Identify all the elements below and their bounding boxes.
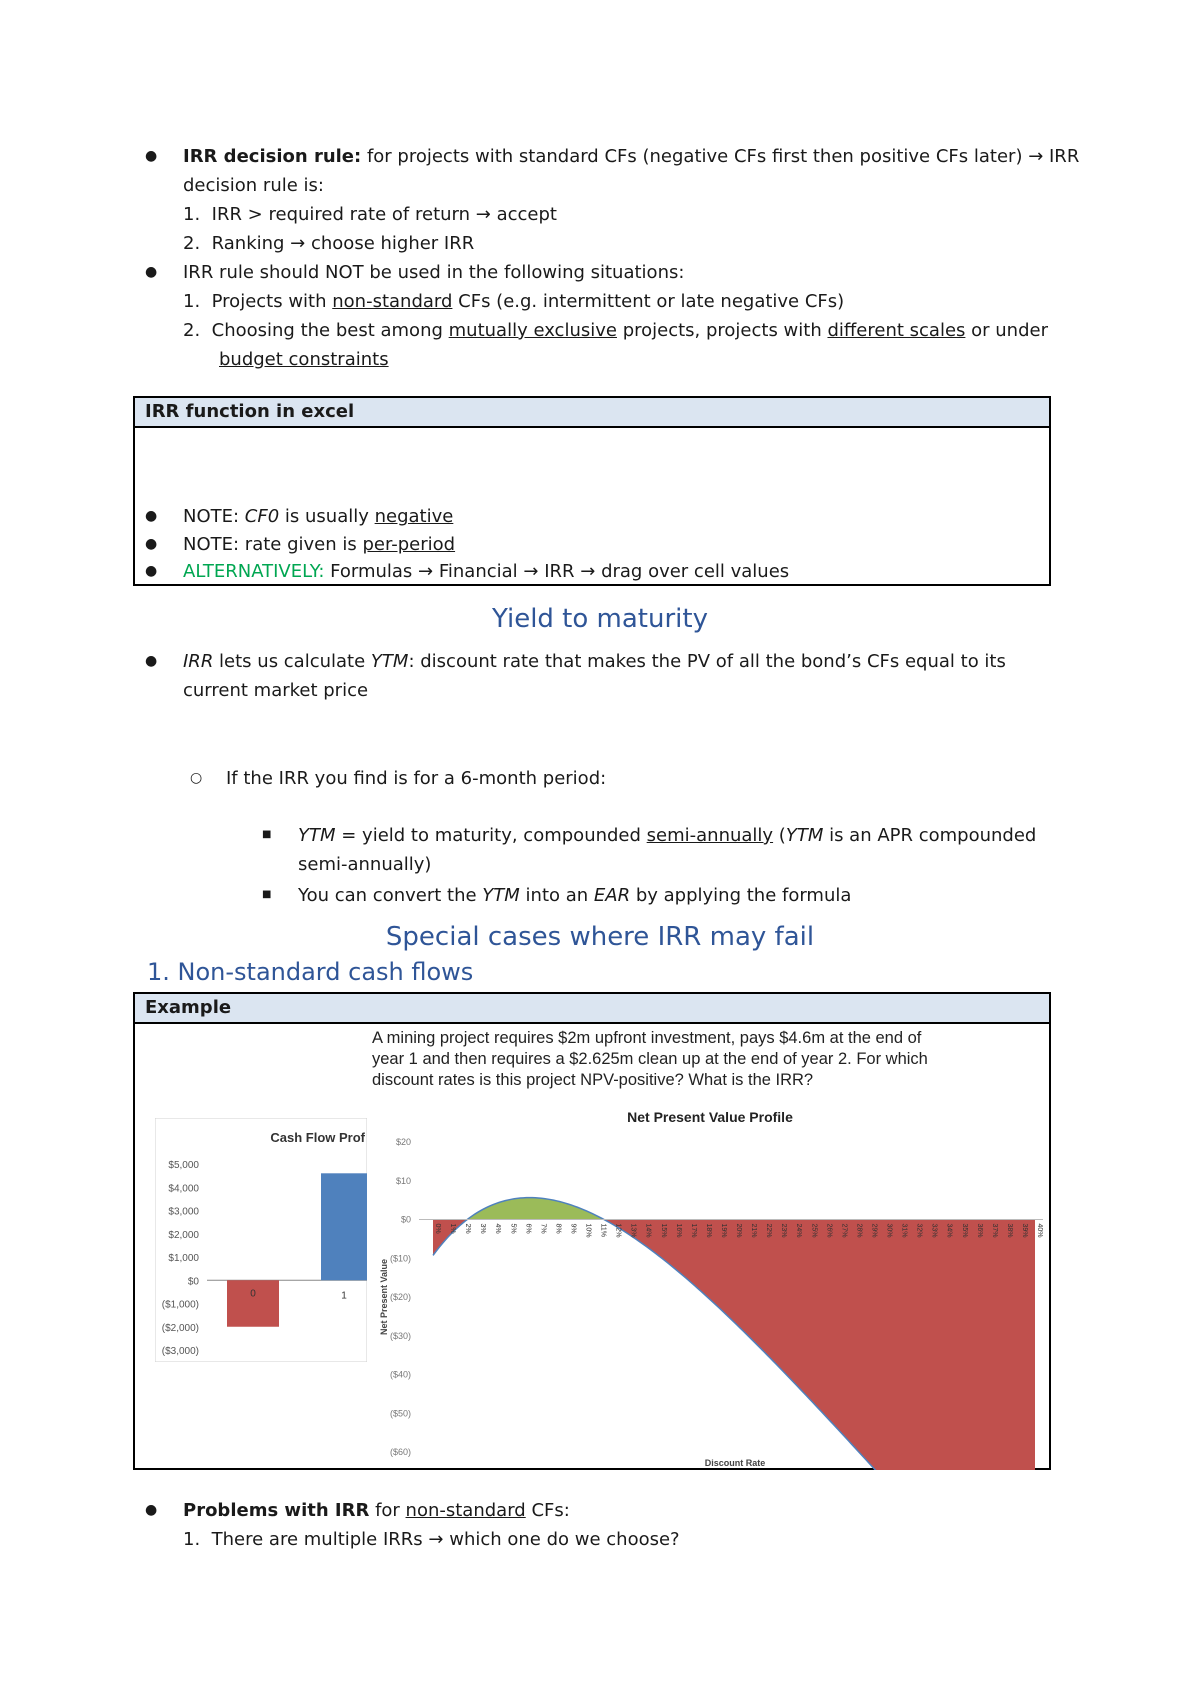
arrow-icon: →	[475, 204, 491, 225]
negative-area	[605, 1220, 1035, 1471]
y-tick-label: ($50)	[389, 1408, 411, 1419]
y-tick-label: ($60)	[389, 1447, 411, 1457]
x-tick-label: 27%	[840, 1223, 848, 1238]
irr-rule-line2: decision rule is:	[183, 175, 324, 196]
irr-not-lead: IRR rule should NOT be used in the following situations:	[183, 262, 685, 283]
x-axis-label: Discount Rate	[704, 1458, 766, 1468]
bar	[321, 1173, 367, 1280]
bullet: ●	[145, 563, 158, 579]
special-heading: Special cases where IRR may fail	[385, 922, 815, 952]
ytm-sub: If the IRR you find is for a 6-month period:	[226, 768, 607, 789]
ytm-s1b: semi-annually)	[298, 854, 432, 875]
x-tick-label: 6%	[524, 1223, 532, 1234]
x-tick-label: 14%	[644, 1223, 652, 1238]
ytm-heading: Yield to maturity	[492, 604, 708, 634]
x-tick-label: 32%	[915, 1223, 923, 1238]
x-tick-label: 40%	[1036, 1223, 1043, 1238]
x-tick-label: 4%	[494, 1223, 502, 1234]
y-tick-label: $2,000	[168, 1229, 199, 1241]
cash-flow-chart	[155, 1118, 367, 1362]
bullet: ●	[145, 148, 158, 164]
bullet: ●	[145, 653, 158, 669]
x-tick-label: 12%	[614, 1223, 622, 1238]
list-item: 2. Ranking → choose higher IRR	[183, 233, 475, 254]
y-tick-label: $0	[187, 1276, 199, 1288]
square-bullet: ■	[262, 829, 272, 840]
x-tick-label: 33%	[930, 1223, 938, 1238]
bullet: ●	[145, 264, 158, 280]
x-tick-label: 16%	[674, 1223, 682, 1238]
x-tick-label: 13%	[629, 1223, 637, 1238]
x-tick-label: 3%	[479, 1223, 487, 1234]
note-cf0: NOTE: CF0 is usually negative	[183, 506, 454, 527]
y-tick-label: ($2,000)	[161, 1322, 199, 1334]
y-tick-label: $4,000	[168, 1183, 199, 1195]
ytm-s1: YTM = yield to maturity, compounded semi-annually (YTM is an APR compounded	[298, 825, 1037, 846]
ytm-line2: current market price	[183, 680, 369, 701]
y-tick-label: ($30)	[389, 1330, 411, 1341]
x-tick-label: 34%	[945, 1223, 953, 1238]
x-tick-label: 26%	[825, 1223, 833, 1238]
list-item: 1. IRR > required rate of return → accept	[183, 204, 557, 225]
x-tick-label: 15%	[659, 1223, 667, 1238]
list-item-cont: budget constraints	[219, 349, 389, 370]
note-alternatively: ALTERNATIVELY: Formulas → Financial → IRR → drag over cell values	[183, 561, 790, 582]
x-tick-label: 38%	[1005, 1223, 1013, 1238]
x-tick-label: 17%	[689, 1223, 697, 1238]
list-item: 2. Choosing the best among mutually exclusive projects, projects with different scales or under	[183, 320, 1048, 341]
y-tick-label: ($1,000)	[161, 1299, 199, 1311]
irr-rule-line1: IRR decision rule: for projects with standard CFs (negative CFs first then positive CFs later) → IRR	[183, 146, 1080, 167]
problem-line: A mining project requires $2m upfront investment, pays $4.6m at the end of	[372, 1029, 922, 1047]
x-tick-label: 8%	[554, 1223, 562, 1234]
bullet: ●	[145, 536, 158, 552]
y-tick-label: ($3,000)	[161, 1346, 199, 1357]
x-tick-label: 22%	[765, 1223, 773, 1238]
x-tick-label: 31%	[900, 1223, 908, 1238]
excel-box-title: IRR function in excel	[135, 398, 1049, 428]
x-tick-label: 18%	[704, 1223, 712, 1238]
y-tick-label: $1,000	[168, 1253, 199, 1264]
npv-profile-chart	[375, 1100, 1045, 1470]
square-bullet: ■	[262, 889, 272, 900]
problem-line: discount rates is this project NPV-positive? What is the IRR?	[372, 1071, 814, 1089]
excel-box	[133, 396, 1051, 586]
bar	[227, 1280, 279, 1327]
y-tick-label: $0	[400, 1214, 411, 1225]
x-tick-label: 2%	[464, 1223, 472, 1234]
x-tick-label: 1%	[449, 1223, 457, 1234]
x-tick-label: 1	[341, 1290, 347, 1302]
y-axis-label: Net Present Value	[379, 1258, 389, 1336]
note-rate: NOTE: rate given is per-period	[183, 534, 456, 555]
x-tick-label: 36%	[975, 1223, 983, 1238]
arrow-icon: →	[428, 1529, 444, 1550]
arrow-icon: →	[418, 561, 434, 582]
problem-text	[372, 1028, 928, 1091]
x-tick-label: 19%	[719, 1223, 727, 1238]
circle-bullet: ○	[190, 770, 203, 786]
x-tick-label: 11%	[599, 1223, 607, 1237]
x-tick-label: 0%	[434, 1223, 441, 1234]
x-tick-label: 25%	[810, 1223, 818, 1238]
arrow-icon: →	[580, 561, 596, 582]
bullet: ●	[145, 508, 158, 524]
y-tick-label: ($10)	[389, 1253, 411, 1264]
x-tick-label: 30%	[885, 1223, 893, 1238]
arrow-icon: →	[290, 233, 306, 254]
y-tick-label: $3,000	[168, 1206, 199, 1218]
ytm-s2: You can convert the YTM into an EAR by applying the formula	[298, 885, 852, 906]
x-tick-label: 23%	[780, 1223, 788, 1238]
problem-line: year 1 and then requires a $2.625m clean up at the end of year 2. For which	[372, 1050, 928, 1068]
y-tick-label: $20	[395, 1137, 411, 1147]
example-box-title: Example	[135, 994, 1049, 1024]
x-tick-label: 21%	[750, 1223, 758, 1238]
x-tick-label: 28%	[855, 1223, 863, 1238]
x-tick-label: 10%	[584, 1223, 592, 1238]
x-tick-label: 7%	[539, 1223, 547, 1234]
x-tick-label: 20%	[735, 1223, 742, 1238]
bullet: ●	[145, 1502, 158, 1518]
chart-title: Cash Flow Prof	[270, 1130, 365, 1145]
y-tick-label: $5,000	[168, 1160, 199, 1171]
special-sub: 1. Non-standard cash flows	[147, 958, 474, 986]
x-tick-label: 29%	[870, 1223, 878, 1238]
chart-title: Net Present Value Profile	[627, 1109, 793, 1125]
arrow-icon: →	[523, 561, 539, 582]
y-tick-label: ($20)	[389, 1292, 411, 1302]
x-tick-label: 0	[250, 1288, 256, 1300]
x-tick-label: 24%	[795, 1223, 803, 1238]
x-tick-label: 39%	[1020, 1223, 1028, 1238]
x-tick-label: 37%	[990, 1223, 998, 1238]
list-item: 1. Projects with non-standard CFs (e.g. intermittent or late negative CFs)	[183, 291, 845, 312]
y-tick-label: $10	[395, 1175, 411, 1186]
y-tick-label: ($40)	[389, 1369, 411, 1380]
problems-lead: Problems with IRR for non-standard CFs:	[183, 1500, 570, 1521]
x-tick-label: 5%	[509, 1223, 517, 1234]
list-item: 1. There are multiple IRRs → which one do we choose?	[183, 1529, 680, 1550]
arrow-icon: →	[1028, 146, 1044, 167]
x-tick-label: 9%	[569, 1223, 577, 1234]
ytm-line1: IRR lets us calculate YTM: discount rate that makes the PV of all the bond’s CFs equal to its	[183, 651, 1006, 672]
x-tick-label: 35%	[960, 1223, 968, 1238]
